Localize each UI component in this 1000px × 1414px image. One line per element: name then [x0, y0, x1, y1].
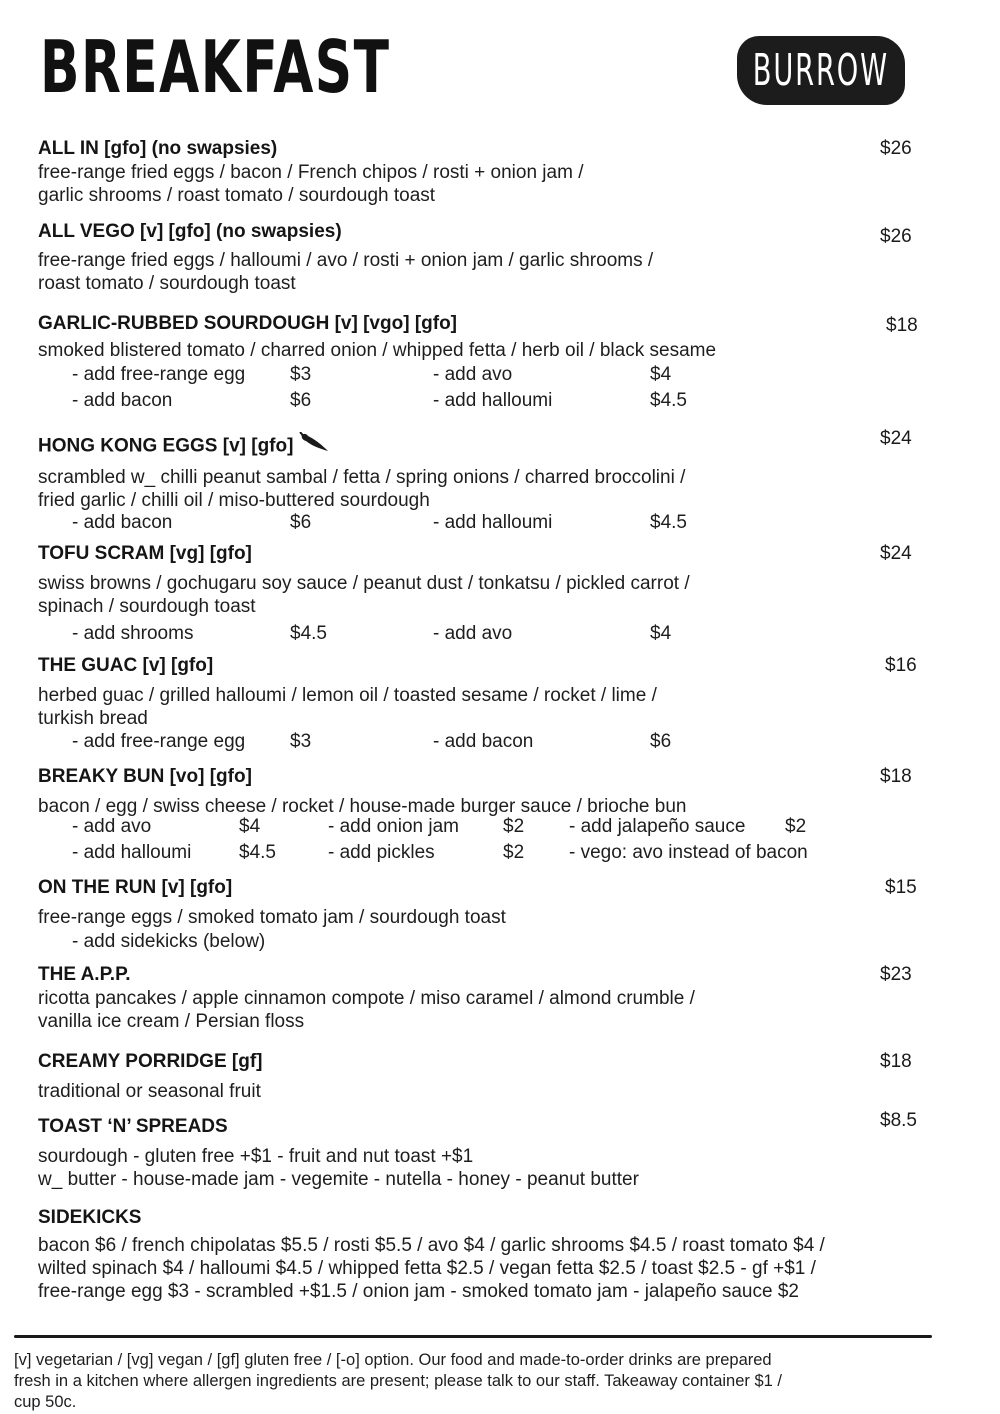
add-on-label: - add halloumi: [433, 512, 553, 533]
add-on-label: - add halloumi: [72, 842, 192, 863]
item-desc-line: free-range egg $3 - scrambled +$1.5 / onion jam - smoked tomato jam - jalapeño sauce $2: [38, 1281, 799, 1302]
add-ons-row: [38, 841, 968, 865]
item-name: ALL VEGO [v] [gfo] (no swapsies): [38, 221, 342, 242]
add-on-price: $3: [290, 731, 312, 752]
add-on-price: $6: [290, 390, 312, 411]
item-name: THE A.P.P.: [38, 964, 131, 985]
menu-item-all-in: [38, 137, 968, 207]
item-desc-line: w_ butter - house-made jam - vegemite - nutella - honey - peanut butter: [38, 1169, 639, 1190]
add-on-label: - add free-range egg: [72, 731, 246, 752]
item-desc-line: sourdough - gluten free +$1 - fruit and nut toast +$1: [38, 1146, 474, 1167]
add-on-label: - add avo: [433, 623, 513, 644]
menu-item-creamy-porridge: [38, 1050, 968, 1103]
item-price: $26: [880, 138, 912, 159]
item-desc-line: vanilla ice cream / Persian floss: [38, 1011, 305, 1032]
item-name: TOAST ‘N’ SPREADS: [38, 1116, 228, 1137]
menu-item-all-vego: [38, 220, 968, 295]
add-on-price: $4: [239, 816, 261, 837]
add-on-price: $4.5: [239, 842, 276, 863]
item-name: SIDEKICKS: [38, 1207, 142, 1228]
add-on-label: - add bacon: [72, 390, 173, 411]
item-price: $24: [880, 428, 912, 449]
menu-item-breaky-bun: [38, 765, 968, 863]
item-desc-line: swiss browns / gochugaru soy sauce / peanut dust / tonkatsu / pickled carrot /: [38, 573, 690, 594]
item-desc-line: free-range fried eggs / halloumi / avo / rosti + onion jam / garlic shrooms /: [38, 250, 654, 271]
menu-item-the-guac: [38, 654, 968, 752]
add-on-label: - add free-range egg: [72, 364, 246, 385]
menu-item-tofu-scram: [38, 542, 968, 644]
page-title: BREAKFAST: [40, 25, 391, 109]
item-name: GARLIC-RUBBED SOURDOUGH [v] [vgo] [gfo]: [38, 313, 458, 334]
footer-line: [v] vegetarian / [vg] vegan / [gf] gluten free / [-o] option. Our food and made-to-order drinks are prepared: [14, 1351, 772, 1369]
add-on-price: $4.5: [650, 512, 687, 533]
item-desc-line: herbed guac / grilled halloumi / lemon oil / toasted sesame / rocket / lime /: [38, 685, 657, 706]
add-on-label: - add halloumi: [433, 390, 553, 411]
allergen-footer: [14, 1350, 914, 1413]
add-ons-row: [38, 622, 968, 646]
item-name: CREAMY PORRIDGE [gf]: [38, 1051, 263, 1072]
item-name: ALL IN [gfo] (no swapsies): [38, 138, 278, 159]
item-price: $18: [880, 766, 912, 787]
item-price: $8.5: [880, 1110, 917, 1131]
item-name: HONG KONG EGGS [v] [gfo]: [38, 435, 294, 457]
add-on-label: - add pickles: [328, 842, 435, 863]
add-on-price: $6: [290, 512, 312, 533]
item-desc-line: free-range eggs / smoked tomato jam / sourdough toast: [38, 907, 506, 928]
burrow-logo: [737, 36, 905, 105]
item-name: BREAKY BUN [vo] [gfo]: [38, 766, 252, 787]
item-name: ON THE RUN [v] [gfo]: [38, 877, 233, 898]
add-ons-row: [38, 930, 968, 954]
add-on-note: - vego: avo instead of bacon: [569, 842, 808, 863]
item-price: $24: [880, 543, 912, 564]
item-price: $26: [880, 226, 912, 247]
add-on-label: - add bacon: [72, 512, 173, 533]
add-on-price: $4.5: [650, 390, 687, 411]
footer-line: fresh in a kitchen where allergen ingredients are present; please talk to our staff. Takeaway container $1 /: [14, 1372, 783, 1390]
menu-item-garlic-rubbed-sourdough: [38, 312, 968, 411]
add-on-price: $4: [650, 364, 672, 385]
add-ons-row: [38, 511, 968, 535]
footer-line: cup 50c.: [14, 1393, 77, 1411]
item-desc-line: traditional or seasonal fruit: [38, 1081, 261, 1102]
item-price: $23: [880, 964, 912, 985]
item-desc-line: spinach / sourdough toast: [38, 596, 256, 617]
item-price: $18: [886, 315, 918, 336]
item-desc-line: turkish bread: [38, 708, 148, 729]
add-on-label: - add jalapeño sauce: [569, 816, 746, 837]
item-desc-line: free-range fried eggs / bacon / French chipos / rosti + onion jam /: [38, 162, 584, 183]
item-desc-line: scrambled w_ chilli peanut sambal / fetta / spring onions / charred broccolini /: [38, 467, 686, 488]
footer-divider: [14, 1335, 932, 1338]
add-on-price: $3: [290, 364, 312, 385]
add-on-price: $4: [650, 623, 672, 644]
item-name-row: [38, 432, 968, 461]
menu-item-hong-kong-eggs: [38, 428, 968, 533]
add-on-price: $2: [785, 816, 807, 837]
item-desc-line: bacon $6 / french chipolatas $5.5 / rosti $5.5 / avo $4 / garlic shrooms $4.5 / roast tomato $4 /: [38, 1235, 825, 1256]
item-name: TOFU SCRAM [vg] [gfo]: [38, 543, 252, 564]
add-ons-row: [38, 363, 968, 387]
item-name: THE GUAC [v] [gfo]: [38, 655, 214, 676]
menu-item-sidekicks: [38, 1206, 968, 1303]
add-on-price: $2: [503, 842, 525, 863]
add-on-price: $4.5: [290, 623, 327, 644]
add-ons-row: [38, 730, 968, 754]
item-desc-line: smoked blistered tomato / charred onion / whipped fetta / herb oil / black sesame: [38, 340, 717, 361]
add-ons-row: [38, 815, 968, 839]
item-desc-line: garlic shrooms / roast tomato / sourdough toast: [38, 185, 436, 206]
item-desc-line: ricotta pancakes / apple cinnamon compote / miso caramel / almond crumble /: [38, 988, 695, 1009]
item-price: $16: [885, 655, 917, 676]
chilli-pepper-icon: [299, 432, 331, 461]
item-desc-line: wilted spinach $4 / halloumi $4.5 / whipped fetta $2.5 / vegan fetta $2.5 / toast $2.5 - gf +$1 /: [38, 1258, 816, 1279]
add-on-price: $6: [650, 731, 672, 752]
item-desc-line: bacon / egg / swiss cheese / rocket / house-made burger sauce / brioche bun: [38, 796, 687, 817]
menu-item-toast-n-spreads: [38, 1110, 968, 1191]
menu-item-on-the-run: [38, 876, 968, 952]
item-price: $15: [885, 877, 917, 898]
add-on-label: - add avo: [433, 364, 513, 385]
add-ons-row: [38, 389, 968, 413]
add-on-label: - add onion jam: [328, 816, 459, 837]
logo-text: BURROW: [752, 45, 890, 96]
add-on-label: - add sidekicks (below): [72, 931, 266, 952]
item-desc-line: fried garlic / chilli oil / miso-buttered sourdough: [38, 490, 430, 511]
add-on-label: - add avo: [72, 816, 152, 837]
menu-item-the-app: [38, 963, 968, 1033]
item-desc-line: roast tomato / sourdough toast: [38, 273, 296, 294]
add-on-price: $2: [503, 816, 525, 837]
add-on-label: - add shrooms: [72, 623, 194, 644]
item-price: $18: [880, 1051, 912, 1072]
add-on-label: - add bacon: [433, 731, 534, 752]
